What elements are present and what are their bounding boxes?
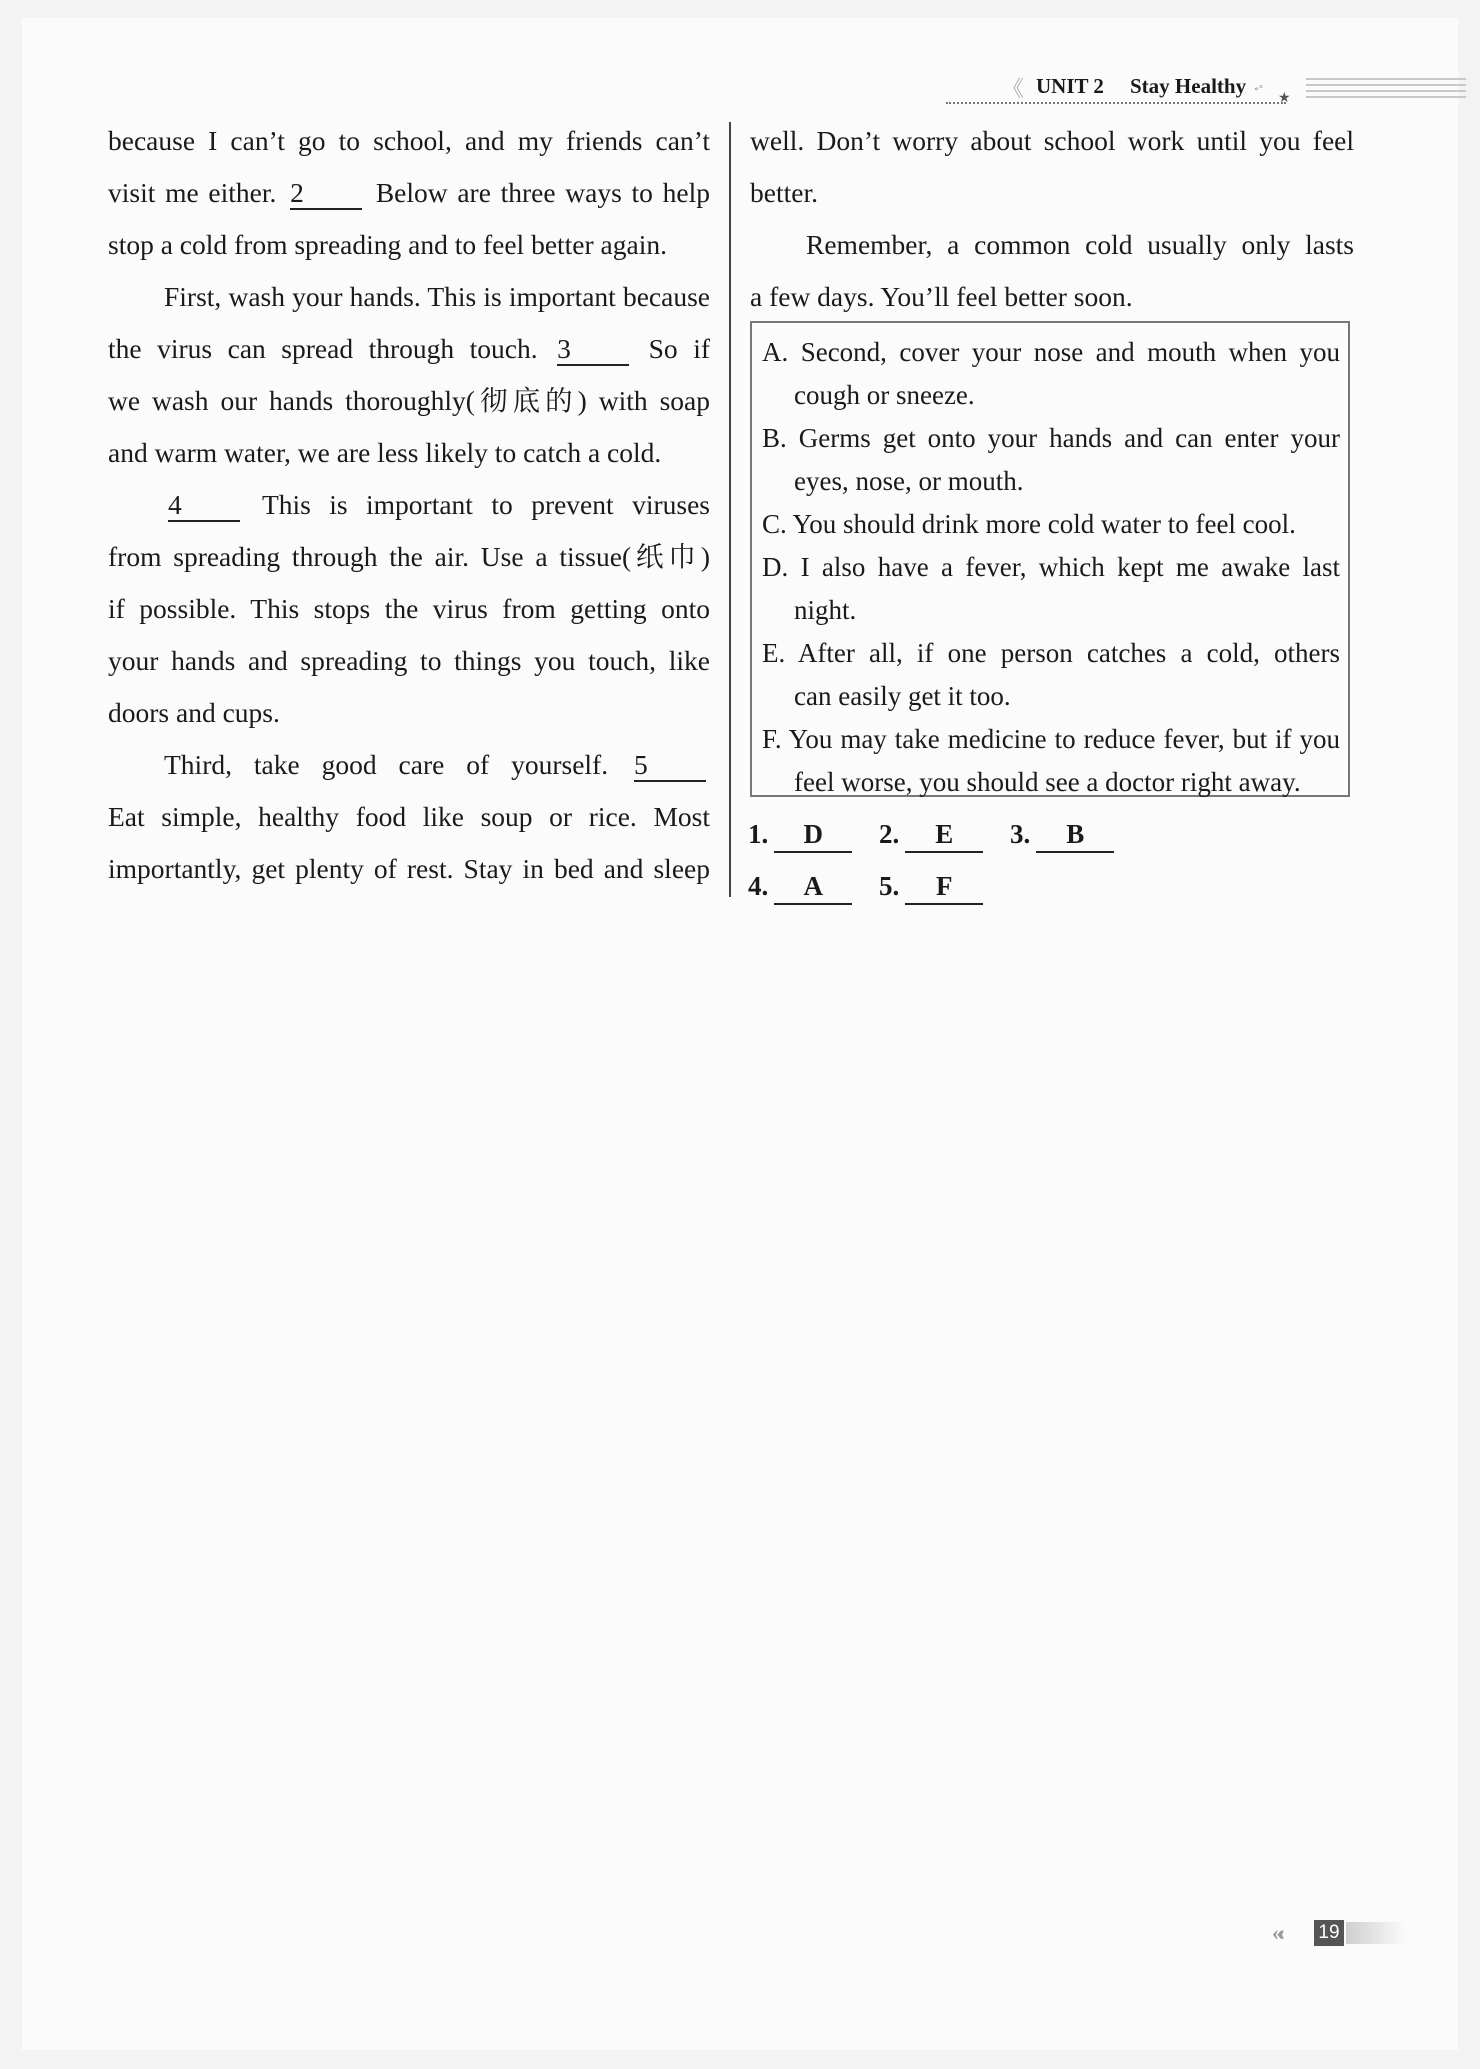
answer-blank-5: 5 (634, 750, 706, 782)
answer-blank-2: 2 (290, 178, 362, 210)
option-text: C. You should drink more cold water to feel cool. (762, 509, 1296, 539)
option-text: F. You may take medicine to reduce fever, but if you (762, 724, 1340, 754)
text-segment: So if (648, 333, 710, 364)
page-number: 19 (1314, 1920, 1344, 1946)
options-box (750, 321, 1350, 797)
text-line: doors and cups. (108, 697, 280, 728)
answer-item (879, 860, 983, 912)
option-text: E. After all, if one person catches a cold, others (762, 638, 1340, 668)
answer-number: 2. (879, 819, 900, 849)
unit-label: UNIT 2 (1036, 74, 1104, 98)
running-header (946, 70, 1461, 106)
text-segment: Third, take good care of yourself. (164, 749, 609, 780)
answer-value: D (774, 817, 852, 853)
option-f (762, 718, 1340, 804)
answer-value: E (905, 817, 983, 853)
double-chevron-left-icon: 《 (1002, 76, 1019, 101)
answer-number: 1. (748, 819, 769, 849)
option-text: B. Germs get onto your hands and can enter your (762, 423, 1340, 453)
answer-item (748, 808, 852, 860)
text-line: from spreading through the air. Use a tissue(纸巾) (108, 541, 710, 572)
option-e (762, 632, 1340, 718)
text-line: because I can’t go to school, and my friends can’t (108, 125, 710, 156)
text-segment: visit me either. (108, 177, 277, 208)
option-c (762, 503, 1340, 546)
answer-value: F (905, 869, 983, 905)
text-line (108, 323, 710, 375)
text-line: well. Don’t worry about school work until you feel (750, 125, 1354, 156)
text-line: a few days. You’ll feel better soon. (750, 281, 1133, 312)
option-text: night. (794, 595, 857, 625)
answer-value: B (1036, 817, 1114, 853)
option-text: D. I also have a fever, which kept me awake last (762, 552, 1340, 582)
option-b (762, 417, 1340, 503)
star-icon: ★ (1278, 91, 1291, 106)
answer-number: 3. (1010, 819, 1031, 849)
option-d (762, 546, 1340, 632)
answer-number: 5. (879, 871, 900, 901)
option-a (762, 331, 1340, 417)
text-line: better. (750, 177, 818, 208)
text-line: Remember, a common cold usually only lasts (806, 229, 1354, 260)
right-column (750, 115, 1354, 323)
answer-number: 4. (748, 871, 769, 901)
text-line: your hands and spreading to things you touch, like (108, 645, 710, 676)
text-line: First, wash your hands. This is important because (164, 281, 710, 312)
text-line: and warm water, we are less likely to catch a cold. (108, 437, 662, 468)
answer-blank-4: 4 (168, 490, 240, 522)
answer-row (748, 860, 1134, 912)
text-line (108, 739, 710, 791)
text-line: we wash our hands thoroughly(彻底的) with soap (108, 385, 710, 416)
text-line (108, 167, 710, 219)
column-divider (729, 122, 731, 897)
left-column (108, 115, 710, 895)
double-chevron-left-icon: «‹ (1272, 1920, 1281, 1945)
answer-item (748, 860, 852, 912)
text-segment: This is important to prevent viruses (261, 489, 710, 520)
page-footer (1272, 1920, 1402, 1950)
decorative-lines (1306, 78, 1466, 106)
text-line: if possible. This stops the virus from getting onto (108, 593, 710, 624)
text-segment: the virus can spread through touch. (108, 333, 538, 364)
option-text: feel worse, you should see a doctor right away. (794, 767, 1301, 797)
answer-item (1010, 808, 1114, 860)
option-text: can easily get it too. (794, 681, 1011, 711)
option-text: eyes, nose, or mouth. (794, 466, 1024, 496)
answer-value: A (774, 869, 852, 905)
answer-key (748, 808, 1134, 912)
answer-blank-3: 3 (557, 334, 629, 366)
text-line: stop a cold from spreading and to feel better again. (108, 229, 667, 260)
unit-title: Stay Healthy (1130, 74, 1247, 98)
answer-row (748, 808, 1134, 860)
decorative-circles-icon: ∘° (1254, 84, 1263, 95)
text-line (108, 479, 710, 531)
answer-item (879, 808, 983, 860)
decorative-fade (1346, 1922, 1406, 1944)
text-segment: Below are three ways to help (375, 177, 710, 208)
dotted-rule (946, 102, 1286, 104)
option-text: A. Second, cover your nose and mouth when you (762, 337, 1340, 367)
text-line: Eat simple, healthy food like soup or rice. Most (108, 801, 710, 832)
text-line: importantly, get plenty of rest. Stay in bed and sleep (108, 853, 710, 884)
option-text: cough or sneeze. (794, 380, 975, 410)
